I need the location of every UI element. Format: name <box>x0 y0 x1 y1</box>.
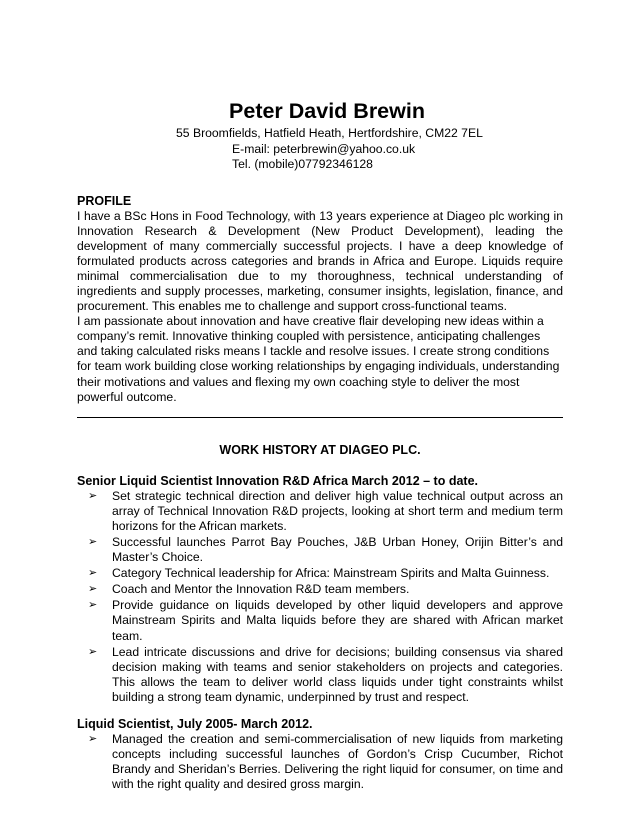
list-item <box>77 732 563 792</box>
list-item <box>77 598 563 643</box>
resume-page <box>77 98 563 793</box>
bullet-text: Successful launches Parrot Bay Pouches, J&B Urban Honey, Orijin Bitter’s and Master’s Choice. <box>112 535 563 565</box>
role-title-liquid-scientist: Liquid Scientist, July 2005- March 2012. <box>77 717 313 732</box>
arrow-bullet-icon: ➢ <box>88 733 98 746</box>
list-item <box>77 566 563 581</box>
list-item <box>77 489 563 534</box>
profile-heading: PROFILE <box>77 193 132 208</box>
arrow-bullet-icon: ➢ <box>88 645 98 658</box>
arrow-bullet-icon: ➢ <box>88 567 98 580</box>
role-title-senior-liquid-scientist: Senior Liquid Scientist Innovation R&D Africa March 2012 – to date. <box>77 473 479 488</box>
arrow-bullet-icon: ➢ <box>88 583 98 596</box>
address-line: 55 Broomfields, Hatfield Heath, Hertfordshire, CM22 7EL <box>176 126 483 140</box>
bullet-text: Category Technical leadership for Africa: Mainstream Spirits and Malta Guinness. <box>112 566 550 581</box>
list-item <box>77 645 563 705</box>
profile-paragraph-1: I have a BSc Hons in Food Technology, with 13 years experience at Diageo plc working in Innovation Research & Development (New Product Development), leading the development of many commercially successful projects. I have a deep knowledge of formulated products across categories and brands in Africa and Europe. Liquids require minimal commercialisation due to my thoroughness, technical understanding of ingredients and supply processes, marketing, consumer insights, legislation, finance, and procurement. This enables me to challenge and support cross-functional teams. <box>77 208 563 314</box>
arrow-bullet-icon: ➢ <box>88 536 98 548</box>
role-bullets-senior <box>77 489 563 705</box>
candidate-name: Peter David Brewin <box>229 99 425 123</box>
section-divider <box>77 417 563 418</box>
work-history-heading: WORK HISTORY AT DIAGEO PLC. <box>219 442 421 457</box>
contact-block <box>77 126 563 173</box>
email-line: E-mail: peterbrewin@yahoo.co.uk <box>232 141 416 156</box>
bullet-text: Set strategic technical direction and deliver high value technical output across an array of Technical Innovation R&D projects, looking at short term and medium term horizons for the African markets. <box>112 488 563 533</box>
arrow-bullet-icon: ➢ <box>88 489 98 502</box>
bullet-text: Coach and Mentor the Innovation R&D team members. <box>112 582 410 597</box>
bullet-text: Provide guidance on liquids developed by other liquid developers and approve Mainstream Spirits and Malta liquids before they are shared with African market team. <box>112 598 563 643</box>
phone-line: Tel. (mobile)07792346128 <box>232 157 373 171</box>
bullet-text: Managed the creation and semi-commercialisation of new liquids from marketing concepts including successful launches of Gordon’s Crisp Cucumber, Richot Brandy and Sheridan’s Berries. Delivering the right liquid for consumer, on time and with the right quality and desired gross margin. <box>112 732 563 792</box>
list-item <box>77 582 563 597</box>
bullet-text: Lead intricate discussions and drive for decisions; building consensus via shared decision making with teams and senior stakeholders on projects and categories. This allows the team to deliver world class liquids under tight constraints whilst building a strong team dynamic, underpinned by trust and respect. <box>112 644 563 704</box>
arrow-bullet-icon: ➢ <box>88 599 98 612</box>
profile-paragraph-2: I am passionate about innovation and have creative flair developing new ideas within a company’s remit. Innovative thinking coupled with persistence, anticipating challenges and taking calculated risks means I tackle and resolve issues. I create strong conditions for team work building close working relationships by engaging individuals, understanding their motivations and values and flexing my own coaching style to deliver the most powerful outcome. <box>77 314 560 404</box>
list-item <box>77 535 563 565</box>
role-bullets-liquid-scientist <box>77 732 563 792</box>
